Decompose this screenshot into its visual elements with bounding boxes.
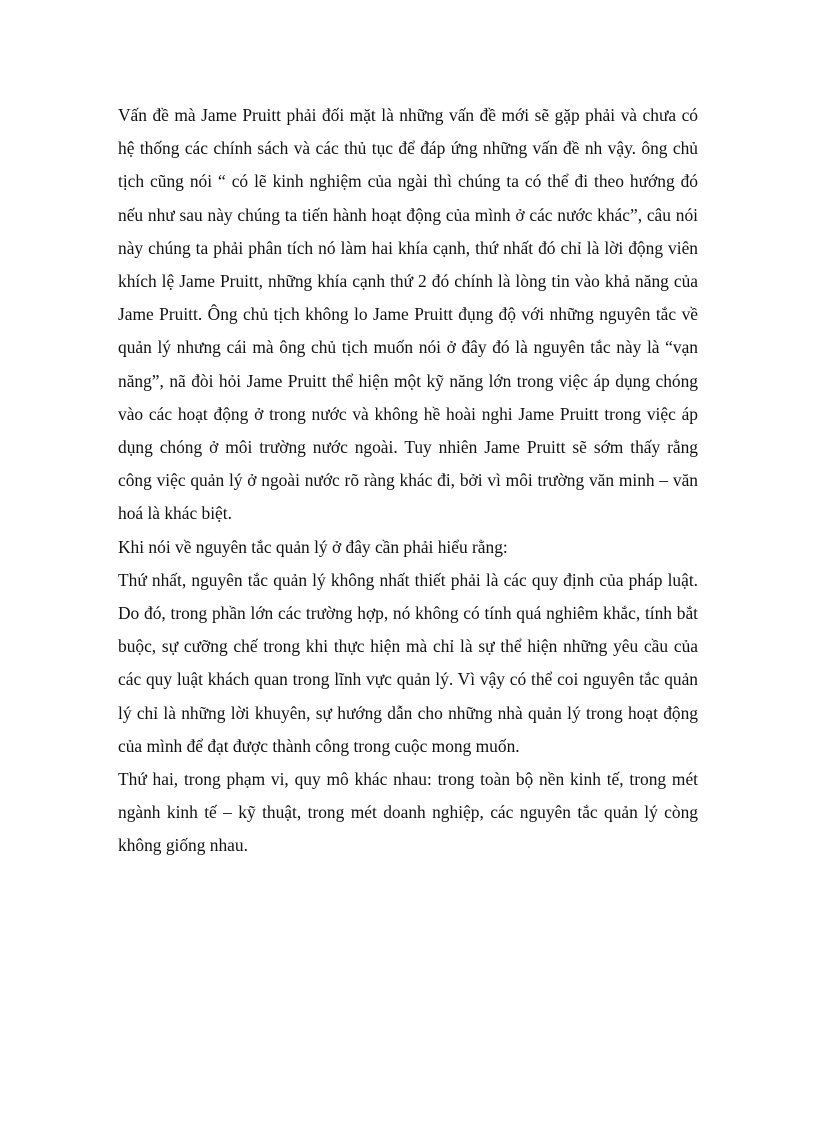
paragraph-first-point: Thứ nhất, nguyên tắc quản lý không nhất thiết phải là các quy định của pháp luật. Do đó, trong phần lớn các trường hợp, nó không có tính quá nghiêm khắc, tính bắt buộc, sự cưỡng chế trong khi thực hiện mà chỉ là sự thể hiện những yêu cầu của các quy luật khách quan trong lĩnh vực quản lý. Vì vậy có thể coi nguyên tắc quản lý chỉ là những lời khuyên, sự hướng dẫn cho những nhà quản lý trong hoạt động của mình để đạt được thành công trong cuộc mong muốn. [118,569,698,756]
document-body [118,99,698,863]
paragraph-management-principles-intro: Khi nói về nguyên tắc quản lý ở đây cần phải hiểu rằng: [118,536,508,557]
paragraph-jame-pruitt-challenges: Vấn đề mà Jame Pruitt phải đối mặt là những vấn đề mới sẽ gặp phải và chưa có hệ thống các chính sách và các thủ tục để đáp ứng những vấn đề nh vậy. ông chủ tịch cũng nói “ có lẽ kinh nghiệm của ngài thì chúng ta có thể đi theo hướng đó nếu như sau này chúng ta tiến hành hoạt động của mình ở các nước khác”, câu nói này chúng ta phải phân tích nó làm hai khía cạnh, thứ nhất đó chỉ là lời động viên khích lệ Jame Pruitt, những khía cạnh thứ 2 đó chính là lòng tin vào khả năng của Jame Pruitt. Ông chủ tịch không lo Jame Pruitt đụng độ với những nguyên tắc về quản lý nhưng cái mà ông chủ tịch muốn nói ở đây đó là nguyên tắc này là “vạn năng”, nã đòi hỏi Jame Pruitt thể hiện một kỹ năng lớn trong việc áp dụng chóng vào các hoạt động ở trong nước và không hề hoài nghi Jame Pruitt trong việc áp dụng chóng ở môi trường nước ngoài. Tuy nhiên Jame Pruitt sẽ sớm thấy rằng công việc quản lý ở ngoài nước rõ ràng khác đi, bởi vì môi trường văn minh – văn hoá là khác biệt. [118,105,698,524]
paragraph-second-point: Thứ hai, trong phạm vi, quy mô khác nhau: trong toàn bộ nền kinh tế, trong mét ngành kinh tế – kỹ thuật, trong mét doanh nghiệp, các nguyên tắc quản lý còng không giống nhau. [118,769,698,856]
